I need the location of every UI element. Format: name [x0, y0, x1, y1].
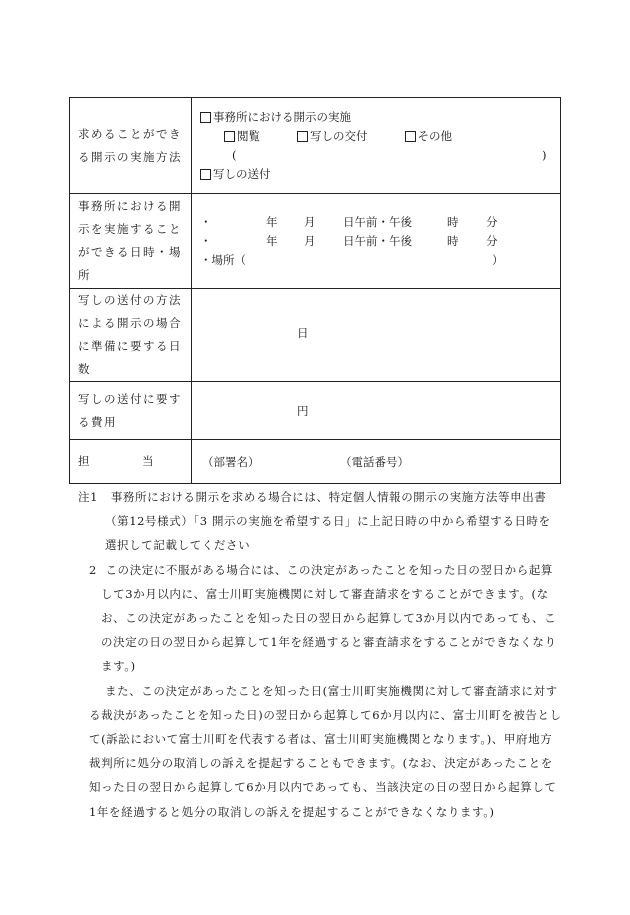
- year-label: 年: [266, 215, 278, 229]
- label-office-schedule: 事務所における開示を実施することができる日時・場所: [70, 194, 192, 289]
- note-1-text: 事務所における開示を求める場合には、特定個人情報の開示の実施方法等申出書（第12号様式）「3 開示の実施を希望する日」に上記日時の中から希望する日時を選択して記載してください: [105, 490, 551, 553]
- option-view-label: 閲覧: [237, 129, 260, 143]
- minute-label: 分: [486, 234, 498, 248]
- notes-section: [78, 485, 562, 824]
- label-disclosure-method: 求めることができる開示の実施方法: [70, 98, 192, 194]
- checkbox-mail[interactable]: [200, 166, 271, 182]
- option-copy-label: 写しの交付: [310, 129, 368, 143]
- day-ampm-label: 日午前・午後: [343, 234, 412, 248]
- value-contact[interactable]: [192, 440, 561, 484]
- paren-open: (: [232, 148, 237, 162]
- year-label: 年: [266, 234, 278, 248]
- label-mail-days: 写しの送付の方法による開示の場合に準備に要する日数: [70, 289, 192, 382]
- note-1-prefix: 注1: [78, 490, 99, 504]
- hour-label: 時: [447, 234, 459, 248]
- option-mail-line: [200, 165, 552, 184]
- row-mail-days: [70, 289, 561, 382]
- option-office-line: [200, 108, 552, 127]
- suboptions-line: [200, 127, 552, 146]
- row-office-schedule: [70, 194, 561, 289]
- contact-label-b: 当: [142, 454, 155, 468]
- note-2-prefix: 2: [89, 562, 97, 577]
- days-unit: 日: [297, 326, 309, 340]
- value-disclosure-method: [192, 98, 561, 194]
- minute-label: 分: [486, 215, 498, 229]
- disclosure-form-table: [69, 97, 561, 484]
- checkbox-other[interactable]: [405, 128, 453, 144]
- place-prefix: ・場所（: [200, 253, 246, 267]
- checkbox-box-icon: [297, 131, 308, 142]
- option-office-label: 事務所における開示の実施: [213, 110, 351, 124]
- option-other-label: その他: [417, 129, 452, 143]
- bullet: ・: [200, 215, 212, 229]
- department-label: （部署名）: [202, 455, 260, 469]
- place-line[interactable]: [200, 251, 552, 270]
- checkbox-view[interactable]: [224, 128, 260, 144]
- note-1: [78, 485, 562, 558]
- place-close: ）: [492, 253, 504, 267]
- other-detail-line[interactable]: [200, 146, 552, 165]
- schedule-line-1[interactable]: [200, 213, 552, 232]
- checkbox-box-icon: [405, 131, 416, 142]
- paren-close: ): [542, 148, 547, 162]
- value-mail-days[interactable]: [192, 289, 561, 382]
- month-label: 月: [304, 234, 316, 248]
- checkbox-box-icon: [200, 169, 211, 180]
- day-ampm-label: 日午前・午後: [343, 215, 412, 229]
- hour-label: 時: [447, 215, 459, 229]
- checkbox-box-icon: [200, 112, 211, 123]
- yen-unit: 円: [297, 404, 309, 418]
- bullet: ・: [200, 234, 212, 248]
- note-2-para-2: また、この決定があったことを知った日(富士川町実施機関に対して審査請求に対する裁決があったことを知った日)の翌日から起算して6か月以内に、富士川町を被告として(訴訟において富士川町を代表する者は、富士川町実施機関となります。)、甲府地方裁判所に処分の取消しの訴えを提起することもできます。(なお、決定があったことを知った日の翌日から起算して6か月以内であっても、当該決定の日の翌日から起算して1年を経過すると処分の取消しの訴えを提起することができなくなります。): [89, 683, 562, 819]
- row-disclosure-method: [70, 98, 561, 194]
- phone-label: （電話番号）: [340, 455, 409, 469]
- schedule-line-2[interactable]: [200, 232, 552, 251]
- label-mail-cost: 写しの送付に要する費用: [70, 382, 192, 440]
- checkbox-office[interactable]: [200, 109, 351, 125]
- row-mail-cost: [70, 382, 561, 440]
- checkbox-copy[interactable]: [297, 128, 368, 144]
- value-mail-cost[interactable]: [192, 382, 561, 440]
- contact-label-a: 担: [78, 454, 91, 468]
- note-2: [89, 558, 562, 679]
- row-contact: [70, 440, 561, 484]
- note-2-text: この決定に不服がある場合には、この決定があったことを知った日の翌日から起算して3か月以内に、富士川町実施機関に対して審査請求をすることができます。(なお、この決定があったことを知った日の翌日から起算して3か月以内であっても、この決定の日の翌日から起算して1年を経過すると審査請求をすることができなくなります。): [101, 562, 557, 674]
- option-mail-label: 写しの送付: [213, 167, 271, 181]
- value-office-schedule: [192, 194, 561, 289]
- month-label: 月: [304, 215, 316, 229]
- checkbox-box-icon: [224, 131, 235, 142]
- label-contact: [70, 440, 192, 484]
